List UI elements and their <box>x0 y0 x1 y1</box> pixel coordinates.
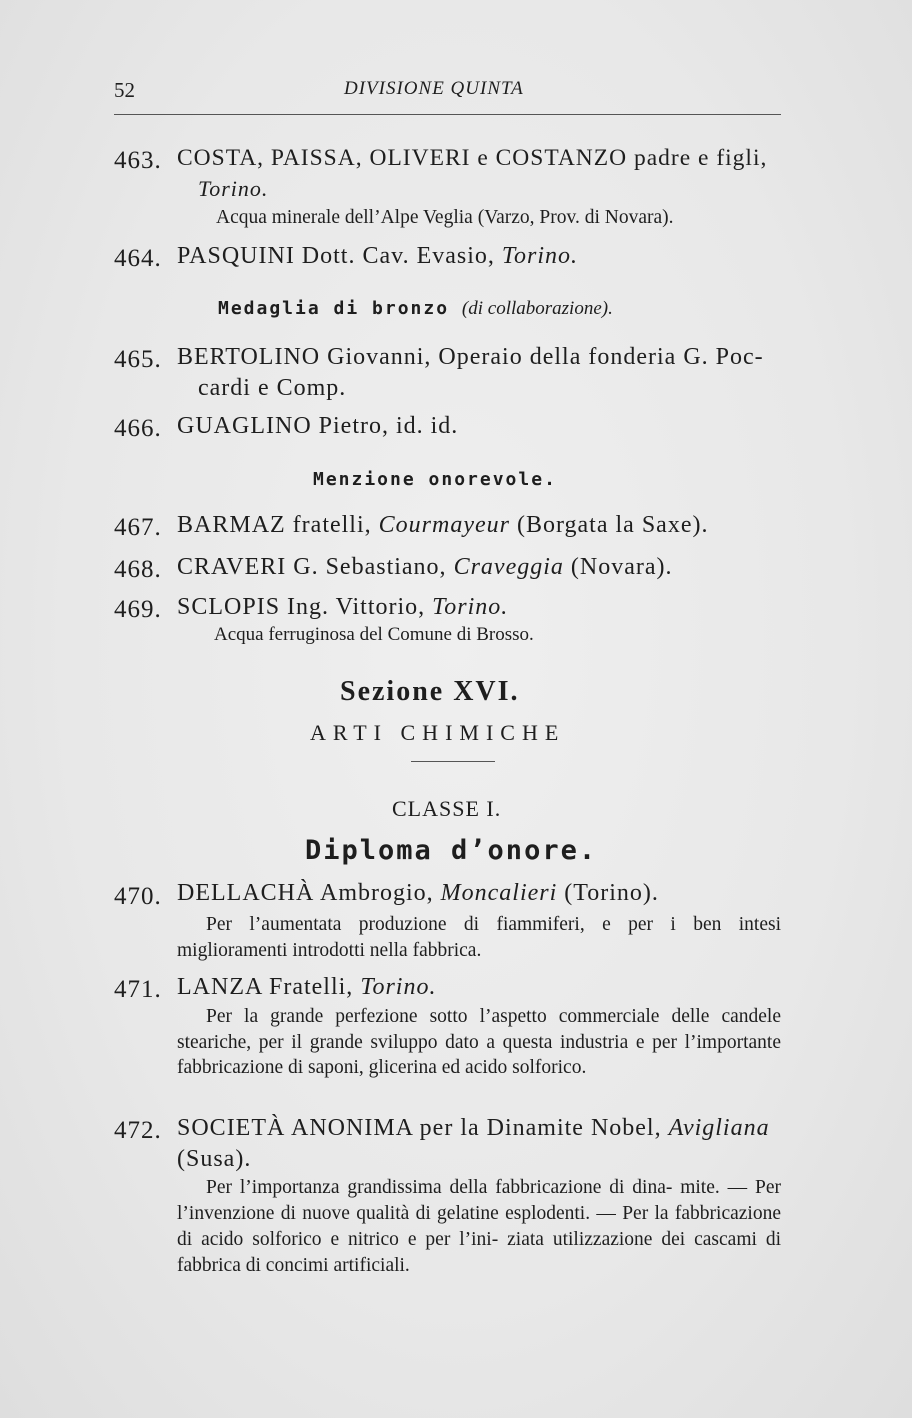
entry-number: 469. <box>114 596 162 623</box>
entry-name-cont: cardi e Comp. <box>198 375 347 401</box>
entry-city: Craveggia <box>453 554 564 580</box>
entry-note: Acqua ferruginosa del Comune di Brosso. <box>214 624 534 645</box>
section-title: Sezione XVI. <box>340 676 520 707</box>
entry-number: 466. <box>114 415 162 442</box>
section-rule <box>411 761 495 762</box>
entry-number: 463. <box>114 147 162 174</box>
entry-number: 467. <box>114 514 162 541</box>
entry-city: Torino. <box>360 974 437 1000</box>
class-heading: CLASSE I. <box>392 796 502 821</box>
running-title: DIVISIONE QUINTA <box>344 78 524 99</box>
entry-city: Courmayeur <box>378 512 510 538</box>
entry-number: 464. <box>114 245 162 272</box>
entry-city: Avigliana <box>668 1115 770 1141</box>
entry-name: BARMAZ fratelli, Courmayeur (Borgata la Saxe). <box>177 512 709 538</box>
entry-name: GUAGLINO Pietro, id. id. <box>177 413 459 439</box>
entry-name: PASQUINI Dott. Cav. Evasio, Torino. <box>177 243 579 269</box>
entry-city: Torino. <box>501 243 579 269</box>
entry-name: LANZA Fratelli, Torino. <box>177 974 437 1000</box>
entry-name: COSTA, PAISSA, OLIVERI e COSTANZO padre e figli, <box>177 145 768 171</box>
entry-city: Moncalieri <box>440 880 558 906</box>
entry-name: BERTOLINO Giovanni, Operaio della fonderia G. Poc- <box>177 344 764 370</box>
entry-city: Torino. <box>198 176 269 201</box>
entry-note: Per l’aumentata produzione di fiammiferi, e per i ben intesi miglioramenti introdotti nella fabbrica. <box>177 914 781 961</box>
entry-name: CRAVERI G. Sebastiano, Craveggia (Novara). <box>177 554 673 580</box>
award-heading: Diploma d’onore. <box>305 835 598 866</box>
section-heading: Medaglia di bronzo (di collaborazione). <box>218 298 613 319</box>
page-number: 52 <box>114 78 135 102</box>
section-subtitle: ARTI CHIMICHE <box>310 720 566 745</box>
entry-number: 465. <box>114 346 162 373</box>
section-heading: Menzione onorevole. <box>313 469 557 490</box>
entry-name: SOCIETÀ ANONIMA per la Dinamite Nobel, Avigliana <box>177 1115 770 1141</box>
entry-number: 468. <box>114 556 162 583</box>
entry-number: 470. <box>114 883 162 910</box>
entry-note: Acqua minerale dell’Alpe Veglia (Varzo, Prov. di Novara). <box>216 207 674 228</box>
entry-number: 471. <box>114 976 162 1003</box>
entry-number: 472. <box>114 1117 162 1144</box>
entry-name: SCLOPIS Ing. Vittorio, Torino. <box>177 594 509 620</box>
entry-note: Per la grande perfezione sotto l’aspetto commerciale delle candele steariche, per il grande sviluppo dato a questa industria e per l’importante fabbricazione di saponi, glicerina ed acido solforico. <box>177 1006 781 1078</box>
entry-note: Per l’importanza grandissima della fabbricazione di dina- mite. — Per l’invenzione di nuove qualità di gelatine esplodenti. — Per la fabbricazione di acido solforico e nitrico e per l’ini- ziata utilizzazione dei cascami di fabbrica di concimi artificiali. <box>177 1177 781 1276</box>
entry-city: Torino. <box>432 594 509 620</box>
header-rule <box>114 114 781 115</box>
entry-name: DELLACHÀ Ambrogio, Moncalieri (Torino). <box>177 880 659 906</box>
entry-name-cont: (Susa). <box>177 1146 252 1172</box>
